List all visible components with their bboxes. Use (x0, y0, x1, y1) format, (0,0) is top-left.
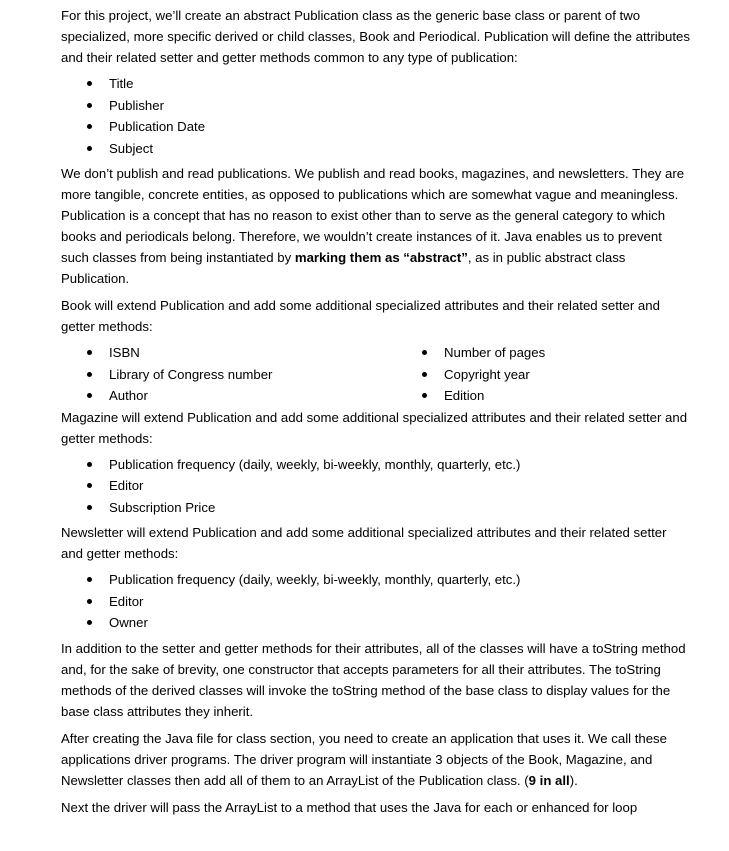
bullet-icon (87, 393, 92, 398)
document-page (61, 5, 691, 818)
list-item: Library of Congress number (61, 364, 396, 386)
list-item: Publication frequency (daily, weekly, bi-weekly, monthly, quarterly, etc.) (61, 454, 691, 476)
list-item: Number of pages (396, 342, 686, 364)
bullet-icon (87, 505, 92, 510)
newsletter-paragraph: Newsletter will extend Publication and add some additional specialized attributes and their related setter and getter methods: (61, 525, 667, 561)
bullet-icon (87, 124, 92, 129)
bullet-icon (422, 372, 427, 377)
list-item: Edition (396, 385, 686, 407)
magazine-paragraph: Magazine will extend Publication and add some additional specialized attributes and their related setter and getter methods: (61, 409, 688, 446)
bullet-icon (422, 350, 427, 355)
bullet-icon (87, 81, 92, 86)
bullet-icon (87, 483, 92, 488)
book-attributes (61, 342, 691, 407)
bullet-icon (87, 577, 92, 582)
tostring-paragraph: In addition to the setter and getter methods for their attributes, all of the classes will have a toString method and, for the sake of brevity, one constructor that accepts parameters for all their attributes. The toString methods of the derived classes will invoke the toString method of the base class to display values for the base class attributes they inherit. (61, 640, 686, 719)
publication-attributes-list (61, 73, 691, 159)
bullet-icon (87, 599, 92, 604)
list-item: Owner (61, 612, 691, 634)
next-paragraph: Next the driver will pass the ArrayList to a method that uses the Java for each or enhanced for loop (61, 799, 638, 815)
list-item: Publisher (61, 95, 691, 117)
list-item: Editor (61, 591, 691, 613)
bullet-icon (87, 372, 92, 377)
list-item: Subscription Price (61, 497, 691, 519)
bullet-icon (87, 350, 92, 355)
abstract-paragraph: We don’t publish and read publications. We publish and read books, magazines, and newsletters. They are more tangible, concrete entities, as opposed to publications which are somewhat vague and meaningless. Publication is a concept that has no reason to exist other than to serve as the general category to which books and periodicals belong. Therefore, we wouldn’t create instances of it. Java enables us to prevent such classes from being instantiated by marking them as “abstract”, as in public abstract class Publication. (61, 166, 685, 286)
list-item: ISBN (61, 342, 396, 364)
bullet-icon (87, 103, 92, 108)
list-item: Title (61, 73, 691, 95)
intro-paragraph: For this project, we’ll create an abstract Publication class as the generic base class or parent of two specialized, more specific derived or child classes, Book and Periodical. Publication will define the attributes and their related setter and getter methods common to any type of publication: (61, 8, 690, 65)
magazine-attributes-list (61, 454, 691, 519)
newsletter-attributes-list (61, 569, 691, 634)
book-paragraph: Book will extend Publication and add some additional specialized attributes and their related setter and getter methods: (61, 298, 660, 334)
list-item: Publication Date (61, 116, 691, 138)
bullet-icon (87, 620, 92, 625)
book-attributes-right-list (396, 342, 686, 407)
bullet-icon (87, 462, 92, 467)
list-item: Editor (61, 475, 691, 497)
book-attributes-left-list (61, 342, 396, 407)
list-item: Copyright year (396, 364, 686, 386)
driver-paragraph: After creating the Java file for class section, you need to create an application that uses it. We call these applications driver programs. The driver program will instantiate 3 objects of the Book, Magazine, and Newsletter classes then add all of them to an ArrayList of the Publication class. (9 in all). (61, 730, 667, 788)
list-item: Publication frequency (daily, weekly, bi-weekly, monthly, quarterly, etc.) (61, 569, 691, 591)
list-item: Subject (61, 138, 691, 160)
bullet-icon (87, 146, 92, 151)
bullet-icon (422, 393, 427, 398)
list-item: Author (61, 385, 396, 407)
